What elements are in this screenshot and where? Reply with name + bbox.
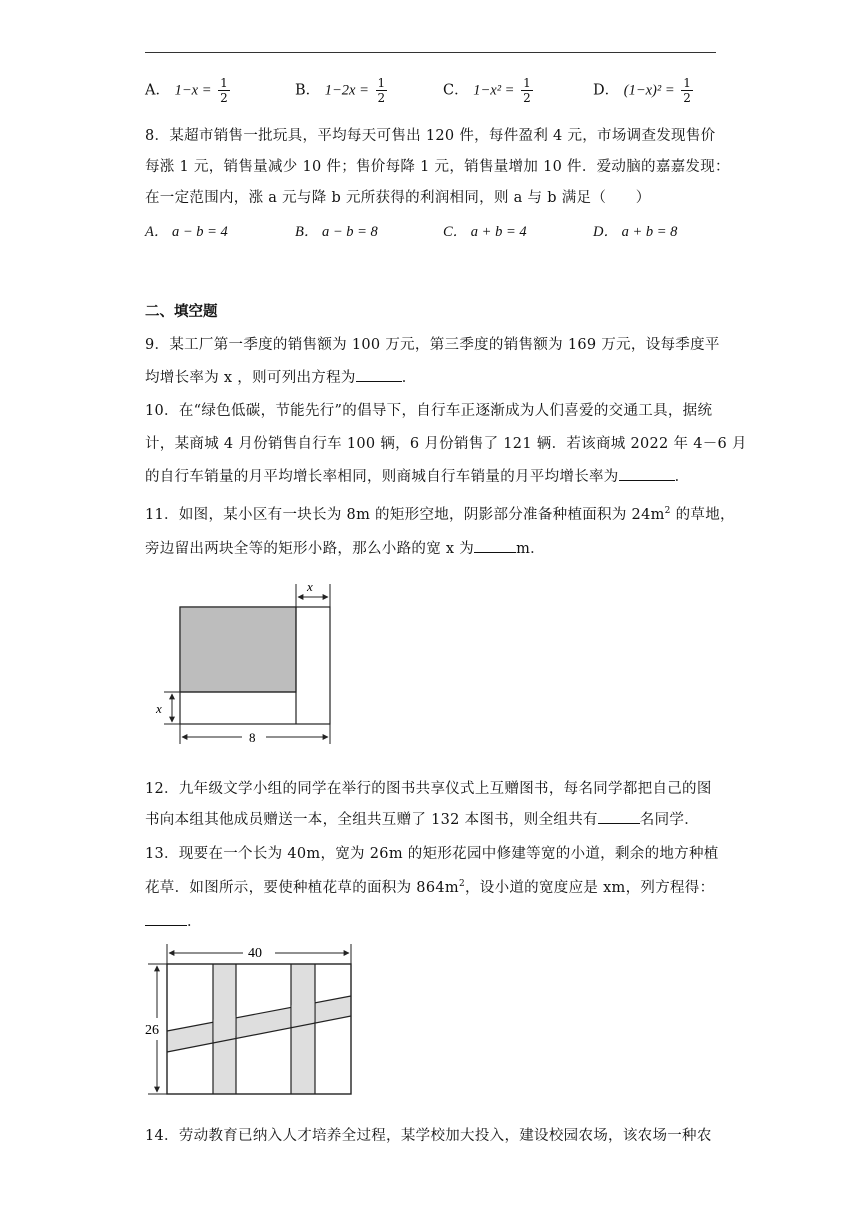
q7-option-d: D． (1−x)² = $\frac{1}{2}$ xyxy=(593,76,691,105)
fig-label-40: 40 xyxy=(248,946,262,961)
road-slanted xyxy=(167,996,351,1052)
q8-option-a: A． a − b = 4 xyxy=(145,224,228,240)
q11-line-1: 11．如图，某小区有一块长为 8m 的矩形空地，阴影部分准备种植面积为 $24m^2$ 的草地， xyxy=(145,506,735,523)
answer-blank[interactable] xyxy=(598,811,640,824)
q8-line-2: 每涨 1 元，销售量减少 10 件；售价每降 1 元，销售量增加 10 件．爱动脑的嘉嘉发现： xyxy=(145,159,730,175)
q8-option-d: D． a + b = 8 xyxy=(593,224,678,240)
q10-line-1: 10．在“绿色低碳，节能先行”的倡导下，自行车正逐渐成为人们喜爱的交通工具，据统 xyxy=(145,403,713,419)
q8-option-c: C． a + b = 4 xyxy=(443,224,527,240)
top-rule xyxy=(145,52,716,53)
q11-line-2: 旁边留出两块全等的矩形小路，那么小路的宽 x 为 m． xyxy=(145,541,545,557)
q8-line-1: 8．某超市销售一批玩具，平均每天可售出 120 件，每件盈利 4 元，市场调查发现售价 xyxy=(145,128,716,144)
q12-line-1: 12．九年级文学小组的同学在举行的图书共享仪式上互赠图书，每名同学都把自己的图 xyxy=(145,781,712,797)
figure-rect-path xyxy=(150,576,350,751)
answer-blank[interactable] xyxy=(356,369,402,382)
shaded-area xyxy=(180,607,296,692)
q13-line-2: 花草．如图所示，要使种植花草的面积为 $864m^2$，设小道的宽度应是 xm，列方程得： xyxy=(145,879,715,896)
q7-option-a: A． 1−x = $\frac{1}{2}$ xyxy=(145,76,228,105)
q9-line-2: 均增长率为 x ，则可列出方程为 ． xyxy=(145,370,417,386)
answer-blank[interactable] xyxy=(474,540,516,553)
q7-option-c: C． 1−x² = $\frac{1}{2}$ xyxy=(443,76,531,105)
q8-line-3: 在一定范围内，涨 a 元与降 b 元所获得的利润相同，则 a 与 b 满足（ ） xyxy=(145,190,651,206)
q9-line-1: 9．某工厂第一季度的销售额为 100 万元，第三季度的销售额为 169 万元，设每季度平 xyxy=(145,337,720,353)
answer-blank[interactable] xyxy=(619,468,675,481)
fig-label-x-top: x xyxy=(307,579,313,594)
q10-line-3: 的自行车销量的月平均增长率相同，则商城自行车销量的月平均增长率为 ． xyxy=(145,469,690,485)
q8-option-b: B． a − b = 8 xyxy=(295,224,378,240)
fig-label-26: 26 xyxy=(145,1023,159,1038)
fig-label-8: 8 xyxy=(249,730,256,745)
fig-label-x-left: x xyxy=(156,701,162,716)
q13-line-3: ． xyxy=(145,910,202,931)
q14-line-1: 14．劳动教育已纳入人才培养全过程，某学校加大投入，建设校园农场，该农场一种农 xyxy=(145,1128,712,1144)
q12-line-2: 书向本组其他成员赠送一本，全组共互赠了 132 本图书，则全组共有 名同学． xyxy=(145,812,699,828)
q13-line-1: 13．现要在一个长为 40m，宽为 26m 的矩形花园中修建等宽的小道，剩余的地方种植 xyxy=(145,846,719,862)
q10-line-2: 计，某商城 4 月份销售自行车 100 辆，6 月份销售了 121 辆．若该商城 2022 年 4－6 月 xyxy=(145,436,747,452)
q7-option-b: B． 1−2x = $\frac{1}{2}$ xyxy=(295,76,386,105)
road-vertical-2 xyxy=(291,964,315,1094)
figure-garden-path xyxy=(140,936,360,1101)
answer-blank[interactable] xyxy=(145,913,187,926)
section-title: 二、填空题 xyxy=(145,304,218,320)
